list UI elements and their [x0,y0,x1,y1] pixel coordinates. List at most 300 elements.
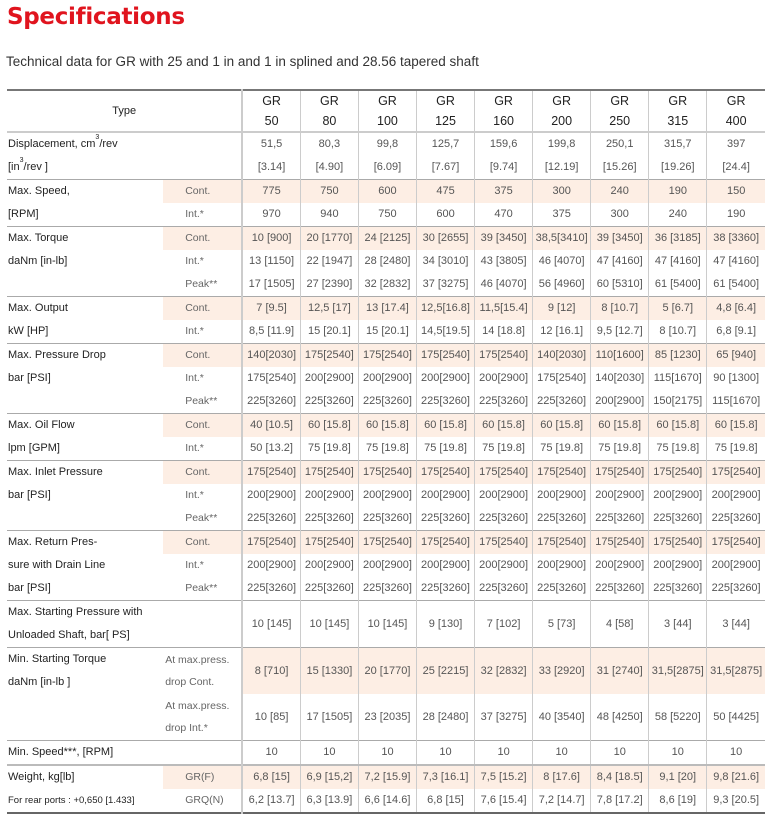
value-cell: 7 [9.5] [242,297,300,321]
value-cell: 750 [300,180,358,204]
model-prefix-header: GR [242,90,300,111]
value-cell: [7.67] [416,156,474,180]
value-cell: 8 [710] [242,648,300,695]
value-cell: 6,6 [14.6] [358,789,416,813]
value-cell: 9,8 [21.6] [707,765,765,789]
label-superscript: 3 [95,134,100,141]
value-cell: [3.14] [242,156,300,180]
row-label: sure with Drain Line [8,559,106,571]
value-cell: 175[2540] [300,531,358,555]
value-cell: 61 [5400] [707,273,765,297]
model-prefix-header: GR [591,90,649,111]
value-cell: 775 [242,180,300,204]
value-cell: 8 [10.7] [591,297,649,321]
value-cell: 200[2900] [242,484,300,507]
condition-label: Int.* [185,325,204,337]
empty-cell [163,741,242,766]
value-cell: 225[3260] [300,390,358,414]
condition-label: Int.* [185,489,204,501]
value-cell: 225[3260] [358,507,416,531]
value-cell: 24 [2125] [358,227,416,251]
condition-line: drop Cont. [165,676,215,688]
value-cell: 4 [58] [591,601,649,648]
model-prefix-header: GR [358,90,416,111]
value-cell: 38 [3360] [707,227,765,251]
label-text: [in [8,161,20,173]
value-cell: 225[3260] [475,507,533,531]
value-cell: 175[2540] [707,531,765,555]
condition-label: Peak** [185,582,218,594]
value-cell: 199,8 [533,132,591,156]
row-label [7,601,163,648]
value-cell: 8 [17.6] [533,765,591,789]
value-cell: 6,2 [13.7] [242,789,300,813]
condition-label: Cont. [163,344,242,368]
value-cell: 7,6 [15.4] [475,789,533,813]
table-row-min-starting-torque [7,694,765,741]
value-cell: 14 [18.8] [475,320,533,344]
value-cell: 50 [13.2] [242,437,300,461]
value-cell: 225[3260] [649,577,707,601]
value-cell: 140[2030] [591,367,649,390]
value-cell: 190 [649,180,707,204]
value-cell: 51,5 [242,132,300,156]
value-cell: 200[2900] [475,554,533,577]
row-label [7,132,163,156]
row-label: lpm [GPM] [8,442,60,454]
table-row-max-return-pressure [7,577,765,601]
condition-label: Int.* [185,208,204,220]
value-cell: 13 [1150] [242,250,300,273]
value-cell: 225[3260] [533,507,591,531]
condition-label: Cont. [163,414,242,438]
value-cell: 60 [15.8] [416,414,474,438]
table-row-weight [7,789,765,813]
value-cell: 300 [533,180,591,204]
table-row-max-torque [7,273,765,297]
value-cell: 200[2900] [300,367,358,390]
empty-cell [163,601,242,648]
table-row-max-inlet-pressure [7,507,765,531]
value-cell: 12,5 [17] [300,297,358,321]
model-size-header: 100 [358,111,416,132]
value-cell: 225[3260] [533,577,591,601]
value-cell: 56 [4960] [533,273,591,297]
value-cell: 10 [145] [242,601,300,648]
value-cell: 200[2900] [533,554,591,577]
condition-label: Cont. [163,461,242,485]
value-cell: 240 [591,180,649,204]
condition-label: Cont. [163,531,242,555]
table-row-max-torque [7,227,765,251]
value-cell: 225[3260] [707,577,765,601]
value-cell: 175[2540] [475,531,533,555]
table-row-max-speed [7,180,765,204]
value-cell: 225[3260] [416,507,474,531]
value-cell: 200[2900] [591,554,649,577]
value-cell: 90 [1300] [707,367,765,390]
value-cell: 200[2900] [707,484,765,507]
value-cell: 200[2900] [416,367,474,390]
value-cell: 28 [2480] [358,250,416,273]
condition-line: drop Int.* [165,722,208,734]
value-cell: 7,8 [17.2] [591,789,649,813]
value-cell: 397 [707,132,765,156]
row-label: Max. Speed, [7,180,163,204]
value-cell: 38,5[3410] [533,227,591,251]
value-cell: 200[2900] [591,390,649,414]
table-row-max-pressure-drop [7,344,765,368]
value-cell: 23 [2035] [358,694,416,741]
label-text: /rev ] [23,161,48,173]
condition-label: Cont. [163,180,242,204]
value-cell: 10 [649,741,707,766]
model-size-header: 160 [475,111,533,132]
row-label: Max. Inlet Pressure [7,461,163,485]
value-cell: 6,3 [13.9] [300,789,358,813]
value-cell: 80,3 [300,132,358,156]
value-cell: 12 [16.1] [533,320,591,344]
value-cell: 99,8 [358,132,416,156]
value-cell: 47 [4160] [591,250,649,273]
label-text: Max. Starting Pressure with [8,606,143,618]
value-cell: 3 [44] [707,601,765,648]
value-cell: 175[2540] [533,461,591,485]
value-cell: 175[2540] [591,461,649,485]
value-cell: 25 [2215] [416,648,474,695]
value-cell: 10 [475,741,533,766]
value-cell: 48 [4250] [591,694,649,741]
value-cell: 115[1670] [649,367,707,390]
value-cell: 225[3260] [475,577,533,601]
value-cell: 7,2 [15.9] [358,765,416,789]
value-cell: 225[3260] [649,507,707,531]
value-cell: [9.74] [475,156,533,180]
condition-label [163,694,242,741]
row-label: bar [PSI] [8,489,51,501]
value-cell: 46 [4070] [533,250,591,273]
value-cell: 159,6 [475,132,533,156]
value-cell: 175[2540] [242,531,300,555]
condition-label: Peak** [185,395,218,407]
value-cell: 940 [300,203,358,227]
table-body [7,132,765,813]
label-text: Min. Starting Torque [8,653,107,665]
empty-cell [163,132,242,156]
value-cell: 175[2540] [416,344,474,368]
value-cell: 30 [2655] [416,227,474,251]
condition-label: Cont. [163,227,242,251]
label-text: /rev [99,138,118,150]
value-cell: 14,5[19.5] [416,320,474,344]
value-cell: 75 [19.8] [358,437,416,461]
value-cell: 10 [300,741,358,766]
value-cell: 175[2540] [649,531,707,555]
value-cell: 40 [10.5] [242,414,300,438]
table-row-max-inlet-pressure [7,461,765,485]
value-cell: 40 [3540] [533,694,591,741]
value-cell: 20 [1770] [300,227,358,251]
value-cell: 12,5[16.8] [416,297,474,321]
value-cell: 47 [4160] [707,250,765,273]
model-prefix-header: GR [533,90,591,111]
value-cell: 37 [3275] [475,694,533,741]
model-prefix-header: GR [707,90,765,111]
row-label [7,156,163,180]
value-cell: 175[2540] [358,531,416,555]
value-cell: 8,5 [11.9] [242,320,300,344]
table-row-max-pressure-drop [7,367,765,390]
condition-label: Int.* [185,372,204,384]
value-cell: 58 [5220] [649,694,707,741]
value-cell: 225[3260] [300,577,358,601]
table-row-max-inlet-pressure [7,484,765,507]
row-label [7,694,163,741]
value-cell: 15 [1330] [300,648,358,695]
value-cell: [15.26] [591,156,649,180]
value-cell: 175[2540] [358,344,416,368]
model-size-header: 80 [300,111,358,132]
row-label: Max. Torque [7,227,163,251]
model-size-header: 125 [416,111,474,132]
value-cell: 60 [15.8] [649,414,707,438]
value-cell: 200[2900] [358,554,416,577]
value-cell: 9 [12] [533,297,591,321]
value-cell: 61 [5400] [649,273,707,297]
table-row-max-torque [7,250,765,273]
table-row-displacement-metric [7,132,765,156]
value-cell: 225[3260] [416,577,474,601]
row-label [7,390,163,414]
value-cell: 36 [3185] [649,227,707,251]
model-size-header: 200 [533,111,591,132]
value-cell: 75 [19.8] [416,437,474,461]
condition-line: At max.press. [165,654,230,666]
value-cell: 65 [940] [707,344,765,368]
value-cell: 6,8 [15] [242,765,300,789]
value-cell: 39 [3450] [475,227,533,251]
value-cell: 115[1670] [707,390,765,414]
value-cell: [6.09] [358,156,416,180]
value-cell: 140[2030] [242,344,300,368]
condition-label: Int.* [185,442,204,454]
value-cell: 10 [533,741,591,766]
value-cell: 60 [15.8] [707,414,765,438]
value-cell: 31,5[2875] [707,648,765,695]
variant-label: GRQ(N) [185,794,224,806]
value-cell: 10 [358,741,416,766]
value-cell: 10 [145] [358,601,416,648]
condition-label: Int.* [185,255,204,267]
value-cell: 13 [17.4] [358,297,416,321]
value-cell: 60 [15.8] [533,414,591,438]
value-cell: 750 [358,203,416,227]
value-cell: 9 [130] [416,601,474,648]
row-label [7,507,163,531]
value-cell: 225[3260] [242,390,300,414]
value-cell: 175[2540] [242,461,300,485]
label-text: daNm [in-lb ] [8,676,71,688]
model-prefix-header: GR [416,90,474,111]
value-cell: 300 [591,203,649,227]
value-cell: 225[3260] [358,390,416,414]
table-row-max-return-pressure [7,531,765,555]
row-label: For rear ports : +0,650 [1.433] [8,795,135,806]
value-cell: 3 [44] [649,601,707,648]
value-cell: 75 [19.8] [300,437,358,461]
value-cell: 34 [3010] [416,250,474,273]
value-cell: 250,1 [591,132,649,156]
value-cell: 7,5 [15.2] [475,765,533,789]
value-cell: 175[2540] [707,461,765,485]
page-title: Specifications [7,4,185,30]
value-cell: 75 [19.8] [533,437,591,461]
value-cell: 200[2900] [475,367,533,390]
row-label: Max. Oil Flow [7,414,163,438]
value-cell: 17 [1505] [242,273,300,297]
value-cell: 315,7 [649,132,707,156]
value-cell: 60 [15.8] [475,414,533,438]
value-cell: 7,2 [14.7] [533,789,591,813]
value-cell: 175[2540] [533,367,591,390]
value-cell: 28 [2480] [416,694,474,741]
value-cell: 6,9 [15,2] [300,765,358,789]
value-cell: 200[2900] [475,484,533,507]
row-label: Max. Output [7,297,163,321]
value-cell: 8 [10.7] [649,320,707,344]
value-cell: 375 [533,203,591,227]
value-cell: 50 [4425] [707,694,765,741]
table-row-max-starting-pressure [7,601,765,648]
row-label: [RPM] [8,208,39,220]
row-label: Weight, kg[lb] [7,765,163,789]
value-cell: 43 [3805] [475,250,533,273]
type-header: Type [7,90,242,132]
model-prefix-header: GR [300,90,358,111]
value-cell: 225[3260] [416,390,474,414]
value-cell: 225[3260] [358,577,416,601]
value-cell: 600 [358,180,416,204]
specifications-table [7,89,765,814]
value-cell: 140[2030] [533,344,591,368]
value-cell: 75 [19.8] [591,437,649,461]
value-cell: 200[2900] [300,554,358,577]
condition-label: Peak** [185,512,218,524]
value-cell: 175[2540] [242,367,300,390]
value-cell: 33 [2920] [533,648,591,695]
value-cell: 31 [2740] [591,648,649,695]
value-cell: 5 [73] [533,601,591,648]
value-cell: 225[3260] [300,507,358,531]
value-cell: 175[2540] [475,461,533,485]
model-size-header: 315 [649,111,707,132]
value-cell: 60 [15.8] [300,414,358,438]
value-cell: 200[2900] [416,554,474,577]
value-cell: 200[2900] [300,484,358,507]
value-cell: 175[2540] [591,531,649,555]
table-row-min-starting-torque [7,648,765,695]
row-label: bar [PSI] [8,582,51,594]
value-cell: 225[3260] [591,577,649,601]
value-cell: 150[2175] [649,390,707,414]
value-cell: 8,6 [19] [649,789,707,813]
value-cell: 240 [649,203,707,227]
value-cell: 75 [19.8] [649,437,707,461]
value-cell: 39 [3450] [591,227,649,251]
value-cell: 22 [1947] [300,250,358,273]
value-cell: 200[2900] [416,484,474,507]
table-row-max-oil-flow [7,437,765,461]
value-cell: 190 [707,203,765,227]
value-cell: 225[3260] [475,390,533,414]
value-cell: 5 [6.7] [649,297,707,321]
value-cell: 15 [20.1] [358,320,416,344]
label-text: Unloaded Shaft, bar[ PS] [8,629,130,641]
condition-label: Int.* [185,559,204,571]
page-subtitle: Technical data for GR with 25 and 1 in and 1 in splined and 28.56 tapered shaft [6,54,479,69]
table-row-max-speed [7,203,765,227]
variant-label: GR(F) [163,765,242,789]
value-cell: 9,3 [20.5] [707,789,765,813]
value-cell: 60 [5310] [591,273,649,297]
value-cell: 60 [15.8] [591,414,649,438]
value-cell: 9,1 [20] [649,765,707,789]
model-prefix-header: GR [475,90,533,111]
value-cell: 175[2540] [416,531,474,555]
model-size-header: 250 [591,111,649,132]
value-cell: 200[2900] [591,484,649,507]
value-cell: 225[3260] [242,507,300,531]
table-row-min-speed [7,741,765,766]
value-cell: 110[1600] [591,344,649,368]
row-label: daNm [in-lb] [8,255,68,267]
value-cell: [19.26] [649,156,707,180]
value-cell: 175[2540] [300,344,358,368]
value-cell: 7 [102] [475,601,533,648]
value-cell: 10 [416,741,474,766]
value-cell: 7,3 [16.1] [416,765,474,789]
value-cell: 200[2900] [533,484,591,507]
value-cell: 475 [416,180,474,204]
label-superscript: 3 [19,157,24,164]
value-cell: 10 [145] [300,601,358,648]
value-cell: 200[2900] [358,367,416,390]
value-cell: 6,8 [15] [416,789,474,813]
table-header [7,90,765,132]
value-cell: 175[2540] [416,461,474,485]
value-cell: 970 [242,203,300,227]
value-cell: 11,5[15.4] [475,297,533,321]
table-row-max-return-pressure [7,554,765,577]
value-cell: 27 [2390] [300,273,358,297]
value-cell: 60 [15.8] [358,414,416,438]
value-cell: 200[2900] [358,484,416,507]
value-cell: 46 [4070] [475,273,533,297]
value-cell: 175[2540] [358,461,416,485]
row-label [7,273,163,297]
value-cell: 10 [900] [242,227,300,251]
empty-cell [163,156,242,180]
value-cell: 8,4 [18.5] [591,765,649,789]
value-cell: 470 [475,203,533,227]
table-row-max-output [7,320,765,344]
condition-line: At max.press. [165,700,230,712]
value-cell: 200[2900] [242,554,300,577]
table-row-max-oil-flow [7,414,765,438]
table-row-max-pressure-drop [7,390,765,414]
value-cell: 20 [1770] [358,648,416,695]
value-cell: 10 [85] [242,694,300,741]
